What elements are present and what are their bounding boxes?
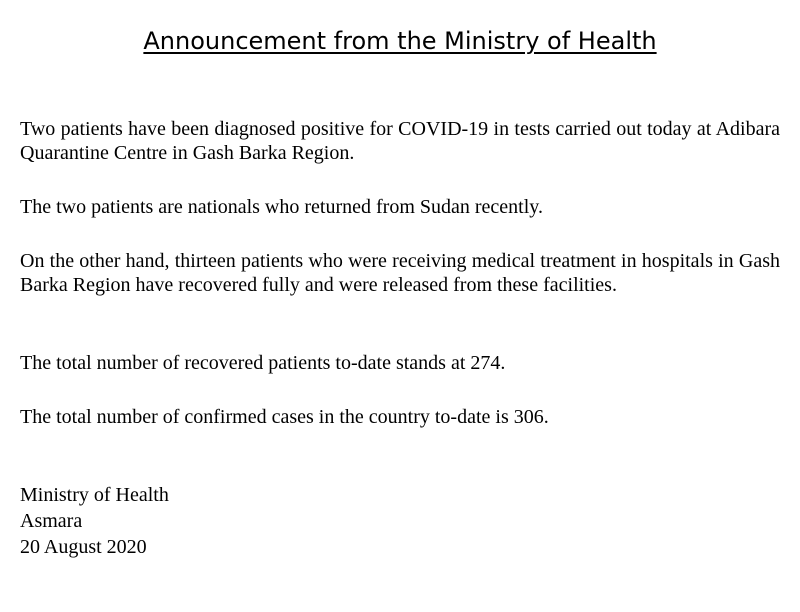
- signature-location: Asmara: [20, 510, 83, 532]
- paragraph-patient-origin: The two patients are nationals who returned from Sudan recently.: [20, 196, 543, 218]
- page-title: Announcement from the Ministry of Health: [143, 27, 657, 55]
- paragraph-new-cases: Two patients have been diagnosed positive for COVID-19 in tests carried out today at Adibara Quarantine Centre in Gash Barka Region.: [20, 118, 780, 164]
- paragraph-total-confirmed: The total number of confirmed cases in the country to-date is 306.: [20, 406, 549, 428]
- signature-organization: Ministry of Health: [20, 484, 169, 506]
- signature-date: 20 August 2020: [20, 536, 147, 558]
- paragraph-recoveries: On the other hand, thirteen patients who were receiving medical treatment in hospitals in Gash Barka Region have recovered fully and were released from these facilities.: [20, 250, 780, 296]
- paragraph-total-recovered: The total number of recovered patients to-date stands at 274.: [20, 352, 506, 374]
